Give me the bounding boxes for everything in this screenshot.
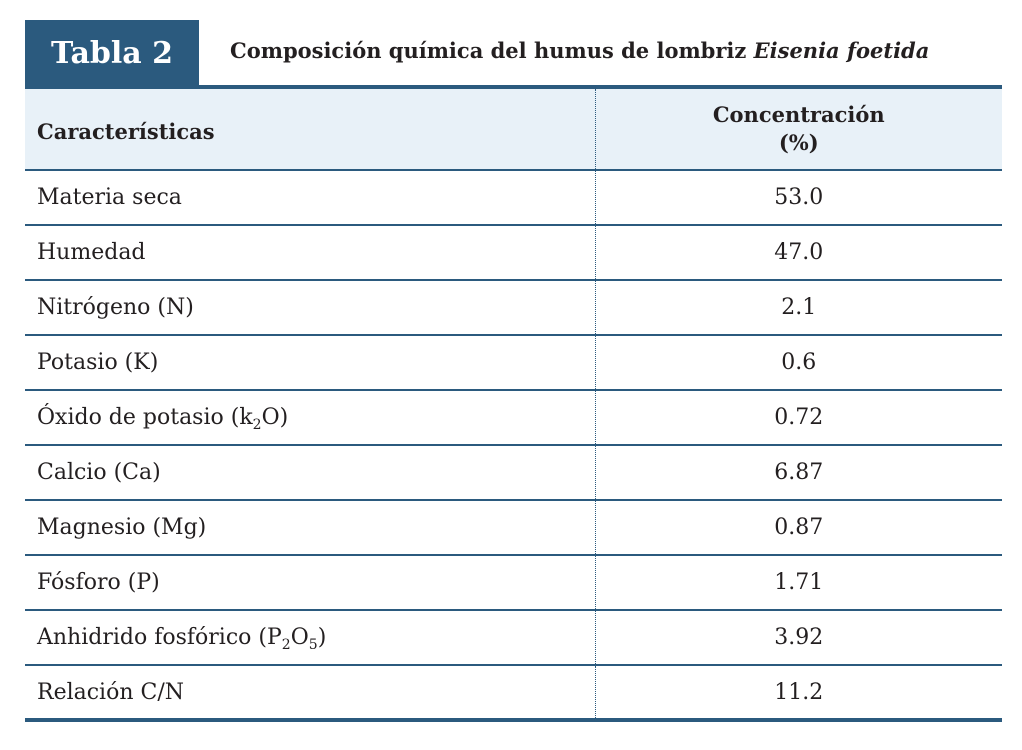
- row-characteristic: Relación C/N: [25, 665, 595, 720]
- subscript: 2: [252, 417, 262, 433]
- subscript: 2: [281, 637, 291, 653]
- column-header-concentration-line1: Concentración: [712, 102, 885, 127]
- row-characteristic: Fósforo (P): [25, 555, 595, 610]
- row-characteristic: Humedad: [25, 225, 595, 280]
- row-concentration: 47.0: [595, 225, 1002, 280]
- column-header-concentration-line2: (%): [778, 130, 819, 155]
- row-concentration: 0.6: [595, 335, 1002, 390]
- table-number: Tabla 2: [50, 35, 174, 71]
- row-characteristic: Potasio (K): [25, 335, 595, 390]
- composition-table: [25, 89, 1002, 722]
- row-concentration: 0.87: [595, 500, 1002, 555]
- row-concentration: 11.2: [595, 665, 1002, 720]
- table-title: [230, 38, 929, 63]
- table-row: [25, 500, 1002, 555]
- row-concentration: 3.92: [595, 610, 1002, 665]
- row-characteristic: [25, 610, 595, 665]
- row-characteristic: Magnesio (Mg): [25, 500, 595, 555]
- table-row: [25, 555, 1002, 610]
- row-characteristic: Nitrógeno (N): [25, 280, 595, 335]
- table-row: [25, 665, 1002, 720]
- table-number-badge: [25, 20, 199, 86]
- table-header-row: [25, 89, 1002, 170]
- table-row: [25, 610, 1002, 665]
- table-title-species: Eisenia foetida: [753, 38, 930, 63]
- column-header-concentration: [595, 89, 1002, 170]
- table-row: [25, 170, 1002, 225]
- table-row: [25, 390, 1002, 445]
- row-characteristic: [25, 390, 595, 445]
- table-row: [25, 335, 1002, 390]
- row-concentration: 1.71: [595, 555, 1002, 610]
- chemical-name-part: Óxido de potasio (k: [37, 405, 253, 430]
- table-title-main: Composición química del humus de lombriz: [230, 38, 754, 63]
- row-concentration: 2.1: [595, 280, 1002, 335]
- subscript: 5: [308, 637, 318, 653]
- row-concentration: 0.72: [595, 390, 1002, 445]
- chemical-name-part: O): [261, 405, 289, 430]
- row-concentration: 53.0: [774, 185, 824, 210]
- row-concentration: 6.87: [595, 445, 1002, 500]
- row-characteristic: Calcio (Ca): [25, 445, 595, 500]
- column-header-characteristic: Características: [25, 89, 595, 170]
- row-characteristic: Materia seca: [25, 170, 595, 225]
- chemical-name-part: Anhidrido fosfórico (P: [37, 625, 282, 650]
- chemical-name-part: O: [290, 625, 309, 650]
- table-row: [25, 445, 1002, 500]
- table-row: [25, 225, 1002, 280]
- table-row: [25, 280, 1002, 335]
- chemical-name-part: ): [317, 625, 327, 650]
